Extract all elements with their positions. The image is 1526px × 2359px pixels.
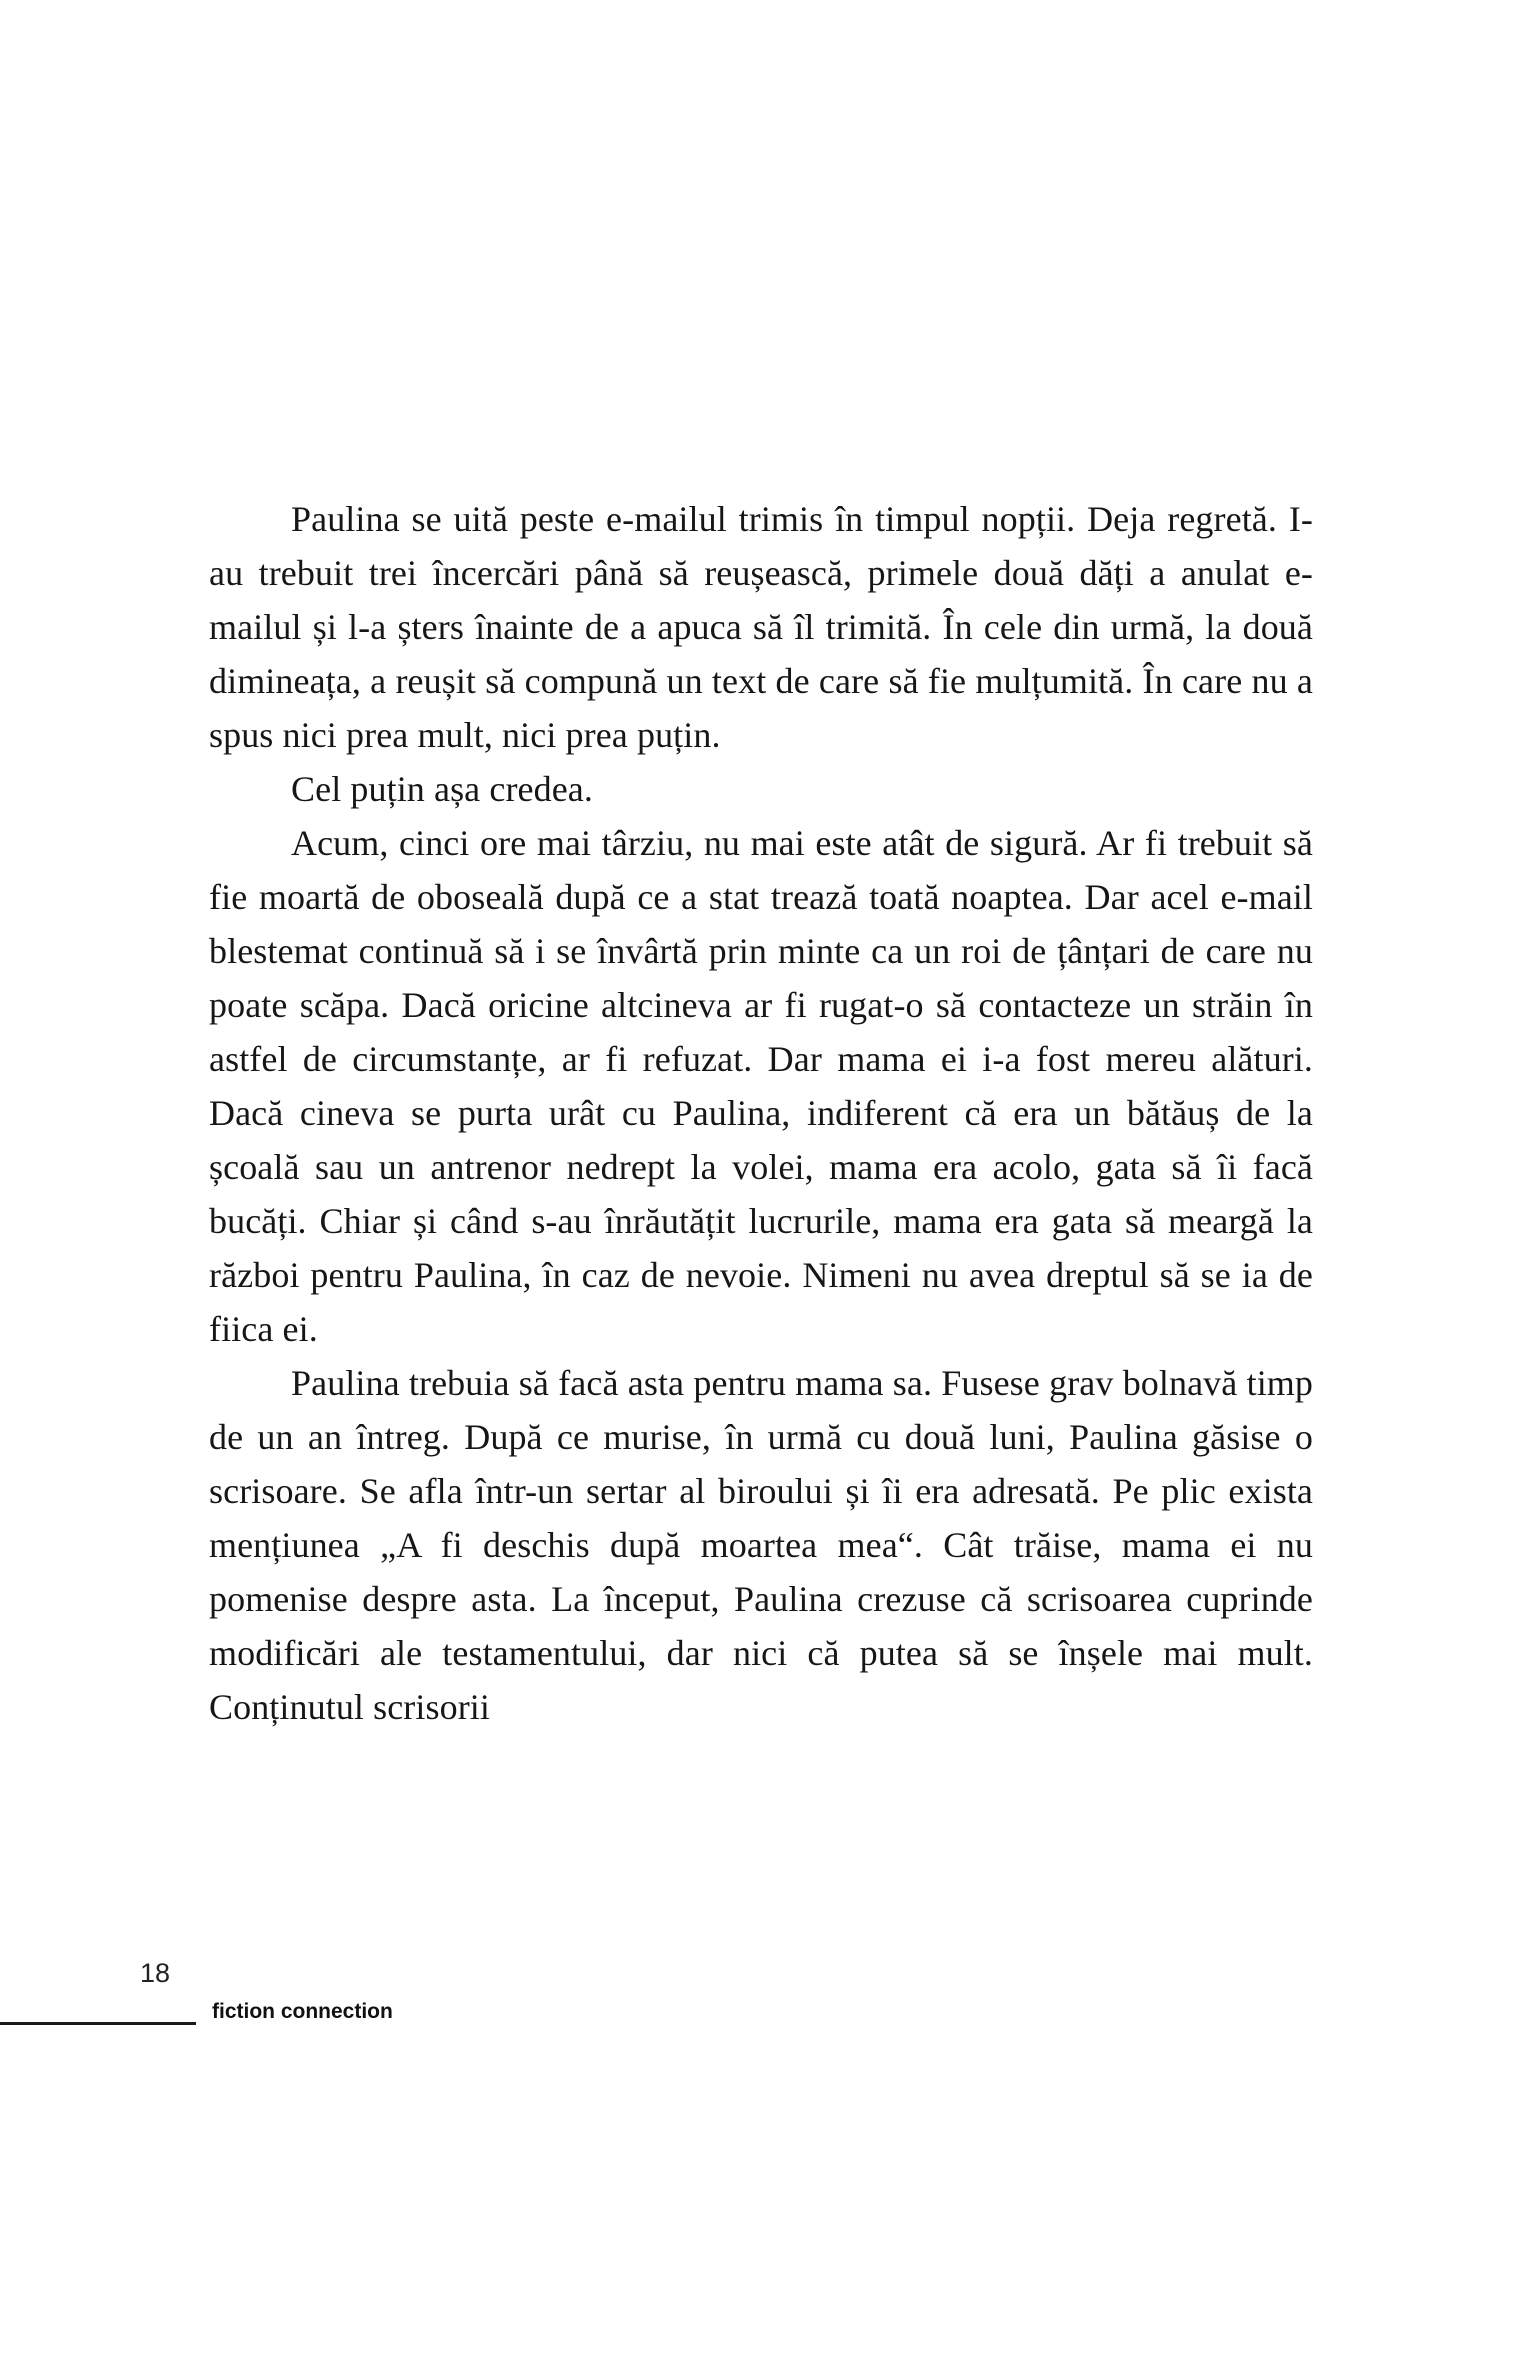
page-number: 18 — [140, 1958, 171, 1988]
paragraph-2: Cel puțin așa credea. — [291, 769, 593, 809]
paragraph-3: Acum, cinci ore mai târziu, nu mai este atât de sigură. Ar fi trebuit să fie moartă de oboseală după ce a stat trează toată noaptea. Dar acel e-mail blestemat continuă să i se învârtă prin minte ca un roi de țânțari de care nu poate scăpa. Dacă oricine altcineva ar fi rugat-o să contacteze un străin în astfel de circumstanțe, ar fi refuzat. Dar mama ei i-a fost mereu alături. Dacă cineva se purta urât cu Paulina, indiferent că era un bătăuș de la școală sau un antrenor nedrept la volei, mama era acolo, gata să îi facă bucăți. Chiar și când s-au înrăutățit lucrurile, mama era gata să meargă la război pentru Paulina, în caz de nevoie. Nimeni nu avea dreptul să se ia de fiica ei. — [209, 823, 1313, 1349]
paragraph-1: Paulina se uită peste e-mailul trimis în timpul nopții. Deja regretă. I-au trebuit trei încercări până să reușească, primele două dăți a anulat e-mailul și l-a șters înainte de a apuca să îl trimită. În cele din urmă, la două dimineața, a reușit să compună un text de care să fie mulțumită. În care nu a spus nici prea mult, nici prea puțin. — [209, 499, 1313, 755]
paragraph-4: Paulina trebuia să facă asta pentru mama sa. Fusese grav bolnavă timp de un an întreg. După ce murise, în urmă cu două luni, Paulina găsise o scrisoare. Se afla într-un sertar al biroului și îi era adresată. Pe plic exista mențiunea „A fi deschis după moartea mea“. Cât trăise, mama ei nu pomenise despre asta. La început, Paulina crezuse că scrisoarea cuprinde modificări ale testamentului, dar nici că putea să se înșele mai mult. Conținutul scrisorii — [209, 1363, 1313, 1727]
collection-label: fiction connection — [212, 2000, 393, 2023]
footer-rule — [0, 2022, 196, 2025]
body-text — [209, 492, 1313, 1734]
